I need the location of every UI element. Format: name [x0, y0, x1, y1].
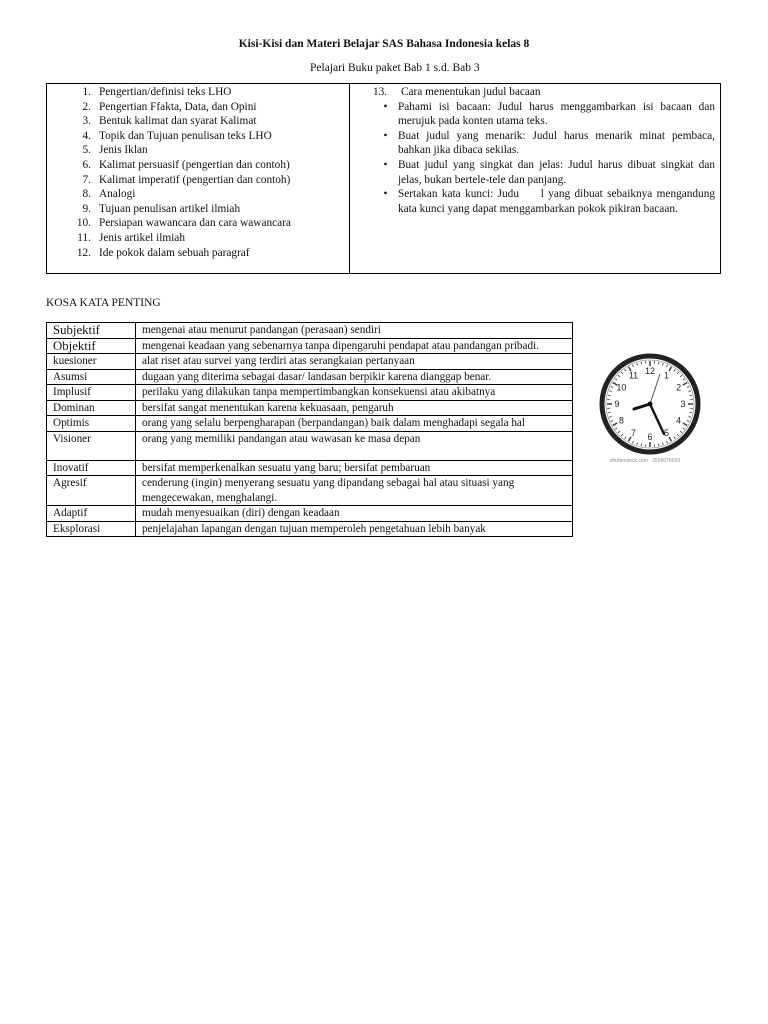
table-row [47, 400, 573, 416]
table-row [47, 506, 573, 522]
clock-numeral: 5 [663, 427, 670, 438]
clock-numeral: 6 [647, 432, 653, 443]
table-row [47, 323, 573, 339]
clock-numeral: 8 [618, 415, 624, 426]
table-row [47, 460, 573, 476]
vocab-term: Adaptif [47, 506, 136, 522]
table-row [47, 431, 573, 460]
topic-item: 6. Kalimat persuasif (pengertian dan contoh) [82, 158, 290, 171]
table-row [47, 385, 573, 401]
clock-numeral: 12 [644, 366, 656, 377]
bullet-icon: • [383, 188, 388, 201]
topics-box [46, 83, 721, 274]
vocab-term: Inovatif [47, 460, 136, 476]
clock-numeral: 7 [630, 427, 637, 438]
clock-tick [608, 395, 611, 396]
topic-item: 2. Pengertian Ffakta, Data, dan Opini [82, 100, 257, 113]
clock-tick [641, 362, 642, 365]
vocab-term: Eksplorasi [47, 521, 136, 537]
bullet-item: • Pahami isi bacaan: Judul harus menggambarkan isi bacaan dan merujuk pada konten utama teks. [373, 100, 715, 129]
topic-13-block [373, 85, 718, 216]
table-row [47, 369, 573, 385]
vocab-definition: orang yang selalu berpengharapan (berpandangan) baik dalam menghadapi segala hal [136, 416, 573, 432]
vocab-term: Asumsi [47, 369, 136, 385]
vocab-definition: orang yang memiliki pandangan atau wawasan ke masa depan [136, 431, 573, 460]
vocab-term: kuesioner [47, 354, 136, 370]
topic-item: 4. Topik dan Tujuan penulisan teks LHO [82, 129, 272, 142]
bullet-item: • Buat judul yang singkat dan jelas: Judul harus dibuat singkat dan jelas, bukan bertele-tele dan panjang. [373, 158, 715, 187]
vocab-definition: dugaan yang diterima sebagai dasar/ landasan berpikir karena dianggap benar. [136, 369, 573, 385]
bullet-item: • Buat judul yang menarik: Judul harus menarik minat pembaca, bahkan jika dibaca sekilas. [373, 129, 715, 158]
topics-list [55, 85, 345, 260]
vocab-definition: mengenai atau menurut pandangan (perasaan) sendiri [136, 323, 573, 339]
topic-item: 11. Jenis artikel ilmiah [77, 231, 185, 244]
vocab-definition: cenderung (ingin) menyerang sesuatu yang dipandang sebagai hal atau situasi yang mengecewakan, menghalangi. [136, 476, 573, 506]
clock-numeral: 9 [614, 399, 620, 410]
topic-13-heading: 13. Cara menentukan judul bacaan [373, 86, 541, 98]
topic-item: 9. Tujuan penulisan artikel ilmiah [82, 202, 241, 215]
vocab-definition: alat riset atau survei yang terdiri atas serangkaian pertanyaan [136, 354, 573, 370]
topic-item: 1. Pengertian/definisi teks LHO [82, 86, 232, 98]
vocab-definition: mudah menyesuaikan (diri) dengan keadaan [136, 506, 573, 522]
vocab-term: Optimis [47, 416, 136, 432]
document-title: Kisi-Kisi dan Materi Belajar SAS Bahasa Indonesia kelas 8 [238, 38, 530, 50]
topic-item: 8. Analogi [82, 188, 136, 201]
topic-item: 5. Jenis Iklan [82, 144, 148, 157]
clock-tick [690, 395, 693, 396]
bullet-icon: • [383, 100, 388, 113]
vocab-definition: penjelajahan lapangan dengan tujuan memperoleh pengetahuan lebih banyak [136, 521, 573, 537]
clock-tick [658, 362, 659, 365]
table-row [47, 354, 573, 370]
clock-numeral: 4 [676, 415, 682, 426]
vocab-term: Visioner [47, 431, 136, 460]
topic-item: 3. Bentuk kalimat dan syarat Kalimat [82, 115, 257, 128]
vocab-definition: perilaku yang dilakukan tanpa mempertimbangkan konsekuensi atau akibatnya [136, 385, 573, 401]
vocab-definition: bersifat memperkenalkan sesuatu yang baru; bersifat pembaruan [136, 460, 573, 476]
column-divider [349, 84, 350, 273]
bullet-item: • Sertakan kata kunci: Judu l yang dibuat sebaiknya mengandung kata kunci yang dapat menggambarkan pokok pikiran bacaan. [373, 187, 715, 216]
clock-tick [690, 412, 693, 413]
document-subtitle: Pelajari Buku paket Bab 1 s.d. Bab 3 [310, 62, 480, 74]
vocab-definition: mengenai keadaan yang sebenarnya tanpa dipengaruhi pendapat atau pandangan pribadi. [136, 338, 573, 354]
topic-item: 7. Kalimat imperatif (pengertian dan contoh) [82, 173, 291, 186]
clock-numeral: 2 [676, 382, 682, 393]
bullet-icon: • [383, 158, 388, 171]
table-row [47, 476, 573, 506]
bullet-icon: • [383, 129, 388, 142]
vocab-term: Implusif [47, 385, 136, 401]
vocab-term: Subjektif [47, 323, 136, 339]
clock-icon [598, 352, 702, 456]
vocab-table [46, 322, 573, 537]
vocab-section-label: KOSA KATA PENTING [46, 297, 161, 309]
clock-image [598, 352, 702, 456]
topic-item: 10. Persiapan wawancara dan cara wawancara [76, 217, 291, 230]
vocab-term: Agresif [47, 476, 136, 506]
topic-item: 12. Ide pokok dalam sebuah paragraf [76, 246, 250, 259]
table-row [47, 338, 573, 354]
clock-tick [608, 412, 611, 413]
table-row [47, 416, 573, 432]
vocab-term: Dominan [47, 400, 136, 416]
vocab-definition: bersifat sangat menentukan karena kekuasaan, pengaruh [136, 400, 573, 416]
clock-tick [658, 444, 659, 447]
clock-tick [641, 444, 642, 447]
clock-numeral: 3 [680, 399, 686, 410]
table-row [47, 521, 573, 537]
vocab-term: Objektif [47, 338, 136, 354]
image-credit: shutterstock.com · 2556076019 [610, 458, 681, 464]
clock-numeral: 11 [628, 370, 639, 381]
clock-numeral: 1 [663, 370, 670, 381]
clock-numeral: 10 [616, 382, 627, 393]
